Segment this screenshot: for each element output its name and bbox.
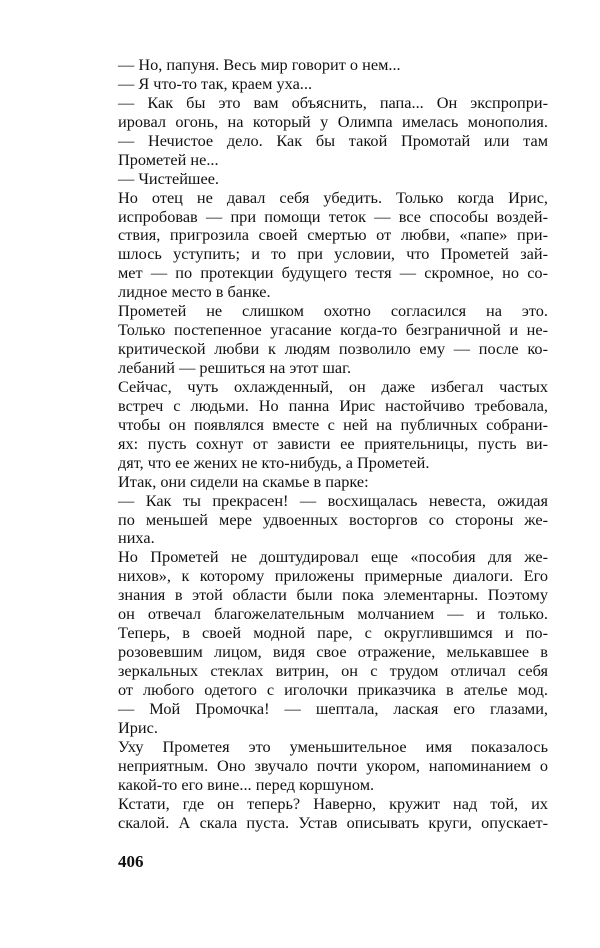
- text-line: скалой. А скала пуста. Устав описывать круги, опускает-: [118, 812, 548, 832]
- text-line: знания в этой области были пока элементарны. Поэтому: [118, 585, 548, 605]
- text-line: ях: пусть сохнут от зависти ее приятельницы, пусть ви-: [118, 433, 548, 453]
- text-line: ниха.: [118, 528, 155, 548]
- text-line: критической любви к людям позволило ему — после ко-: [118, 339, 548, 359]
- text-line: от любого одетого с иголочки приказчика в ателье мод.: [118, 679, 548, 699]
- text-line: какой-то его вине... перед коршуном.: [118, 774, 375, 794]
- text-line: ировал огонь, на который у Олимпа имелась монополия.: [118, 111, 548, 131]
- text-line: Итак, они сидели на скамье в парке:: [118, 471, 369, 491]
- text-line: лидное место в банке.: [118, 282, 271, 302]
- text-line: Уху Прометея это уменьшительное имя показалось: [118, 736, 548, 756]
- text-line: лебаний — решиться на этот шаг.: [118, 358, 352, 377]
- text-line: испробовав — при помощи теток — все способы воздей-: [118, 206, 548, 226]
- text-line: Но Прометей не доштудировал еще «пособия для же-: [118, 547, 548, 567]
- text-line: Только постепенное угасание когда-то безграничной и не-: [118, 320, 548, 340]
- text-line: Ирис.: [118, 717, 158, 737]
- text-line: Прометей не слишком охотно согласился на это.: [118, 301, 548, 321]
- text-line: — Нечистое дело. Как бы такой Промотай или там: [118, 130, 548, 150]
- text-line: Сейчас, чуть охлажденный, он даже избегал частых: [118, 376, 548, 396]
- text-line: — Но, папуня. Весь мир говорит о нем...: [118, 55, 401, 74]
- text-line: мет — по протекции будущего тестя — скромное, но со-: [118, 263, 548, 283]
- text-line: чтобы он появлялся вместе с ней на публичных собрани-: [118, 414, 548, 434]
- text-line: нихов», к которому приложены примерные диалоги. Его: [118, 566, 548, 586]
- text-line: — Как бы это вам объяснить, папа... Он экспропри-: [118, 92, 548, 112]
- text-line: встреч с людьми. Но панна Ирис настойчиво требовала,: [118, 395, 548, 415]
- page-number: 406: [118, 852, 144, 871]
- text-line: — Мой Промочка! — шептала, лаская его глазами,: [118, 698, 548, 718]
- text-line: неприятным. Оно звучало почти укором, напоминанием о: [118, 755, 548, 775]
- text-line: по меньшей мере удвоенных восторгов со стороны же-: [118, 509, 548, 529]
- text-line: Но отец не давал себя убедить. Только когда Ирис,: [118, 187, 548, 207]
- text-line: шлось уступить; и то при условии, что Прометей зай-: [118, 244, 548, 264]
- text-line: ствия, пригрозила своей смертью от любви, «папе» при-: [118, 225, 548, 245]
- text-line: он отвечал благожелательным молчанием — и только.: [118, 604, 548, 624]
- text-line: — Как ты прекрасен! — восхищалась невеста, ожидая: [118, 490, 548, 510]
- text-line: Прометей не...: [118, 149, 219, 169]
- text-line: — Чистейшее.: [118, 168, 219, 188]
- text-line: дят, что ее жених не кто-нибудь, а Прометей.: [118, 452, 430, 472]
- text-line: — Я что-то так, краем уха...: [118, 73, 313, 93]
- text-line: розовевшим лицом, видя свое отражение, мелькавшее в: [118, 642, 548, 662]
- text-line: Кстати, где он теперь? Наверно, кружит над той, их: [118, 793, 548, 813]
- page-text: [118, 56, 548, 832]
- text-line: зеркальных стеклах витрин, он с трудом отличал себя: [118, 661, 548, 680]
- text-line: Теперь, в своей модной паре, с округлившимся и по-: [118, 623, 548, 643]
